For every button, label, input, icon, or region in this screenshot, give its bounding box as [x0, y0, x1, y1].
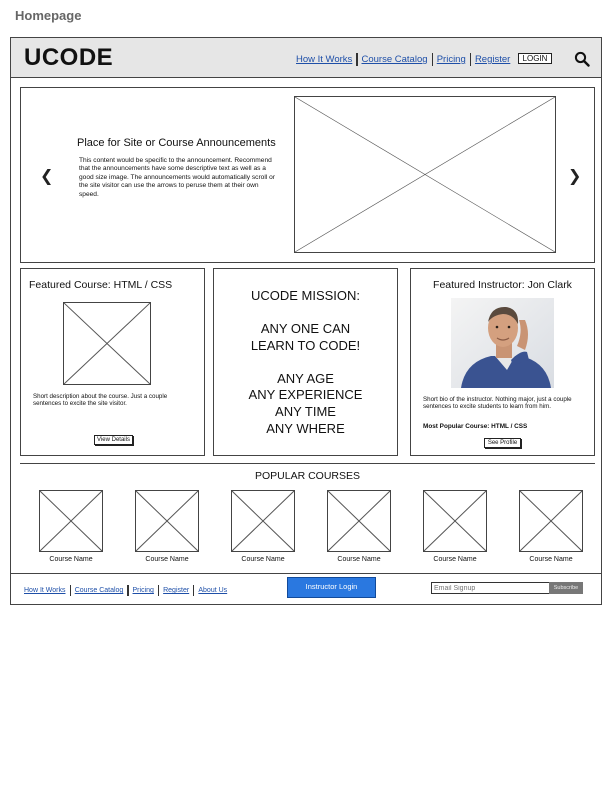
course-image-placeholder [63, 302, 151, 385]
course-name-label[interactable]: Course Name [433, 556, 477, 563]
page-label: Homepage [15, 8, 82, 23]
course-thumbnail-placeholder[interactable] [519, 490, 583, 552]
view-details-button[interactable]: View Details [94, 435, 133, 445]
footer-nav-how-it-works[interactable]: How It Works [24, 587, 66, 594]
nav-separator [193, 585, 194, 596]
footer-nav [24, 585, 227, 596]
course-thumbnail-placeholder[interactable] [327, 490, 391, 552]
instructor-bio: Short bio of the instructor. Nothing major, just a couple sentences to excite students to learn from him. [423, 396, 572, 411]
announcement-image-placeholder [294, 96, 556, 253]
announcement-body: This content would be specific to the announcement. Recommend that the announcements have some descriptive text as well as a good size image. The announcements would automatically scroll or the site visitor can use the arrows to peruse them at their own speed. [79, 157, 275, 198]
nav-separator [158, 585, 159, 596]
featured-course-title: Featured Course: HTML / CSS [29, 279, 173, 291]
nav-how-it-works[interactable]: How It Works [296, 54, 353, 65]
featured-instructor-title: Featured Instructor: Jon Clark [433, 279, 572, 291]
featured-course-description: Short description about the course. Just a couple sentences to excite the site visitor. [33, 393, 168, 408]
footer-nav-register[interactable]: Register [163, 587, 190, 594]
course-thumbnail-placeholder[interactable] [39, 490, 103, 552]
nav-course-catalog[interactable]: Course Catalog [361, 54, 428, 65]
mission-line: LEARN TO CODE! [250, 338, 361, 353]
carousel-next-arrow-icon[interactable]: ❯ [568, 168, 582, 185]
mission-line: ANY WHERE [266, 421, 345, 436]
search-icon[interactable] [574, 51, 590, 67]
course-name-label[interactable]: Course Name [49, 556, 93, 563]
mission-line: ANY AGE [277, 371, 334, 386]
course-thumbnail-placeholder[interactable] [423, 490, 487, 552]
section-divider [20, 463, 595, 464]
mission-heading: UCODE MISSION: [250, 288, 361, 303]
nav-separator [127, 585, 128, 596]
login-button[interactable]: LOGIN [518, 53, 552, 64]
instructor-photo[interactable] [451, 298, 554, 388]
course-name-label[interactable]: Course Name [337, 556, 381, 563]
footer-nav-course-catalog[interactable]: Course Catalog [74, 587, 124, 594]
course-thumbnail-placeholder[interactable] [231, 490, 295, 552]
mission-line: ANY TIME [275, 404, 336, 419]
nav-separator [432, 53, 433, 66]
instructor-login-button[interactable]: Instructor Login [287, 577, 376, 598]
mission-line: ANY ONE CAN [260, 321, 351, 336]
nav-register[interactable]: Register [474, 54, 511, 65]
header-nav [296, 53, 510, 66]
announcement-title: Place for Site or Course Announcements [77, 137, 276, 149]
subscribe-button[interactable]: Subscribe [549, 582, 583, 594]
carousel-prev-arrow-icon[interactable]: ❮ [40, 168, 54, 185]
nav-separator [70, 585, 71, 596]
course-thumbnail-placeholder[interactable] [135, 490, 199, 552]
course-name-label[interactable]: Course Name [145, 556, 189, 563]
footer-nav-about-us[interactable]: About Us [198, 587, 228, 594]
nav-separator [356, 53, 357, 66]
popular-courses-title: POPULAR COURSES [254, 470, 361, 482]
instructor-popular-course: Most Popular Course: HTML / CSS [423, 423, 528, 430]
email-signup-input[interactable] [431, 582, 550, 594]
nav-pricing[interactable]: Pricing [436, 54, 466, 65]
course-name-label[interactable]: Course Name [241, 556, 285, 563]
mission-line: ANY EXPERIENCE [248, 387, 363, 402]
course-name-label[interactable]: Course Name [529, 556, 573, 563]
footer-nav-pricing[interactable]: Pricing [132, 587, 154, 594]
nav-separator [470, 53, 471, 66]
see-profile-button[interactable]: See Profile [484, 438, 521, 448]
site-logo[interactable]: UCODE [24, 44, 114, 71]
